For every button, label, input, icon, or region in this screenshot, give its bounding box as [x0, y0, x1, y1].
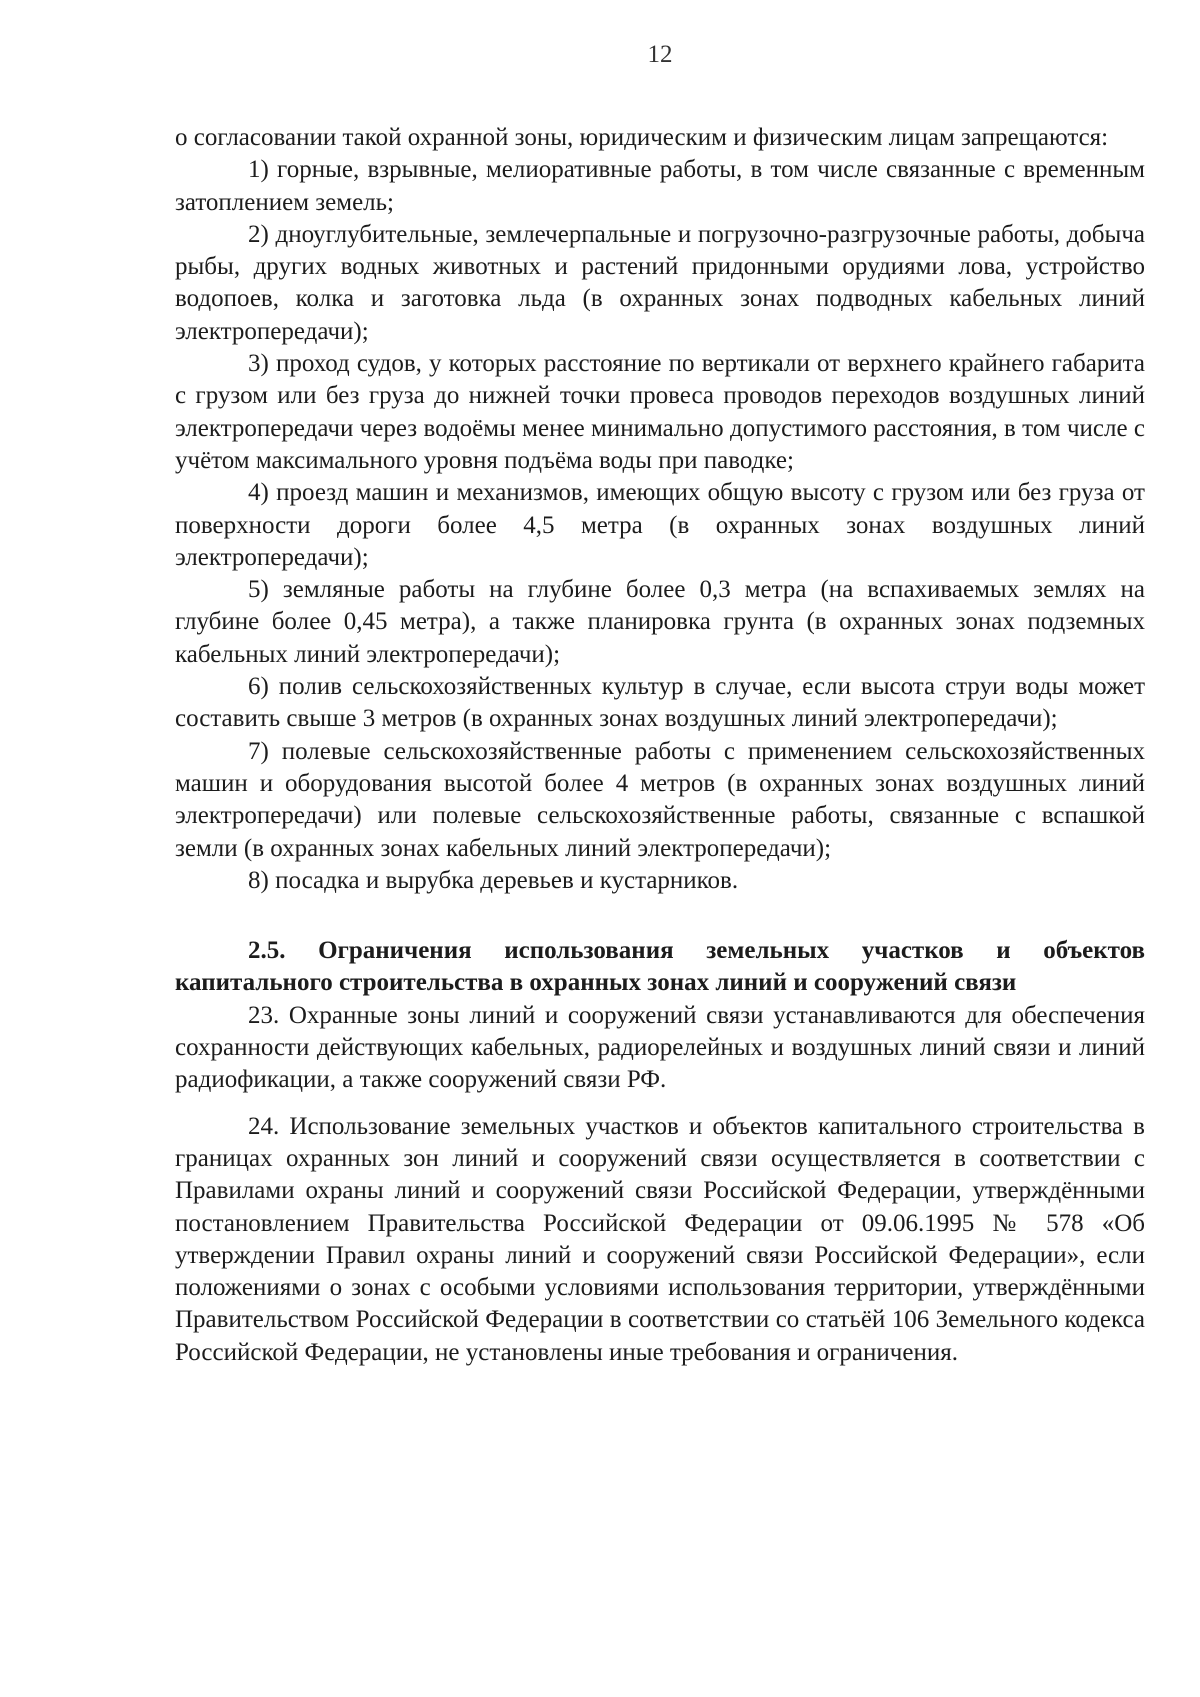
list-item-1: 1) горные, взрывные, мелиоративные работы, в том числе связанные с временным затоплением земель;: [175, 156, 1145, 216]
list-item-4: 4) проезд машин и механизмов, имеющих общую высоту с грузом или без груза от поверхности дороги более 4,5 метра (в охранных зонах воздушных линий электропередачи);: [175, 479, 1145, 571]
list-item-6: 6) полив сельскохозяйственных культур в случае, если высота струи воды может составить свыше 3 метров (в охранных зонах воздушных линий электропередачи);: [175, 673, 1145, 733]
paragraph-23: 23. Охранные зоны линий и сооружений связи устанавливаются для обеспечения сохранности действующих кабельных, радиорелейных и воздушных линий связи и линий радиофикации, а также сооружений связи РФ.: [175, 1001, 1145, 1094]
intro-paragraph: о согласовании такой охранной зоны, юридическим и физическим лицам запрещаются:: [175, 124, 1109, 151]
paragraph-24: 24. Использование земельных участков и объектов капитального строительства в границах охранных зон линий и сооружений связи осуществляется в соответствии с Правилами охраны линий и сооружений связи Российской Федерации, утверждёнными постановлением Правительства Российской Федерации от 09.06.1995 № 578 «Об утверждении Правил охраны линий и сооружений связи Российской Федерации», если положениями о зонах с особыми условиями использования территории, утверждёнными Правительством Российской Федерации в соответствии со статьёй 106 Земельного кодекса Российской Федерации, не установлены иные требования и ограничения.: [175, 1112, 1145, 1366]
document-page: [175, 40, 1145, 1660]
page-number: 12: [647, 41, 673, 68]
list-item-5: 5) земляные работы на глубине более 0,3 метра (на вспахиваемых землях на глубине более 0,45 метра), а также планировка грунта (в охранных зонах подземных кабельных линий электропередачи);: [175, 576, 1145, 668]
section-heading: 2.5. Ограничения использования земельных участков и объектов капитального строительства в охранных зонах линий и сооружений связи: [175, 937, 1145, 997]
list-item-8: 8) посадка и вырубка деревьев и кустарников.: [248, 866, 739, 894]
list-item-7: 7) полевые сельскохозяйственные работы с применением сельскохозяйственных машин и оборудования высотой более 4 метров (в охранных зонах воздушных линий электропередачи) или полевые сельскохозяйственные работы, связанные с вспашкой земли (в охранных зонах кабельных линий электропередачи);: [175, 737, 1145, 862]
list-item-3: 3) проход судов, у которых расстояние по вертикали от верхнего крайнего габарита с грузом или без груза до нижней точки провеса проводов переходов воздушных линий электропередачи через водоёмы менее минимально допустимого расстояния, в том числе с учётом максимального уровня подъёма воды при паводке;: [175, 350, 1145, 474]
list-item-2: 2) дноуглубительные, землечерпальные и погрузочно-разгрузочные работы, добыча рыбы, других водных животных и растений придонными орудиями лова, устройство водопоев, колка и заготовка льда (в охранных зонах подводных кабельных линий электропередачи);: [175, 220, 1145, 345]
